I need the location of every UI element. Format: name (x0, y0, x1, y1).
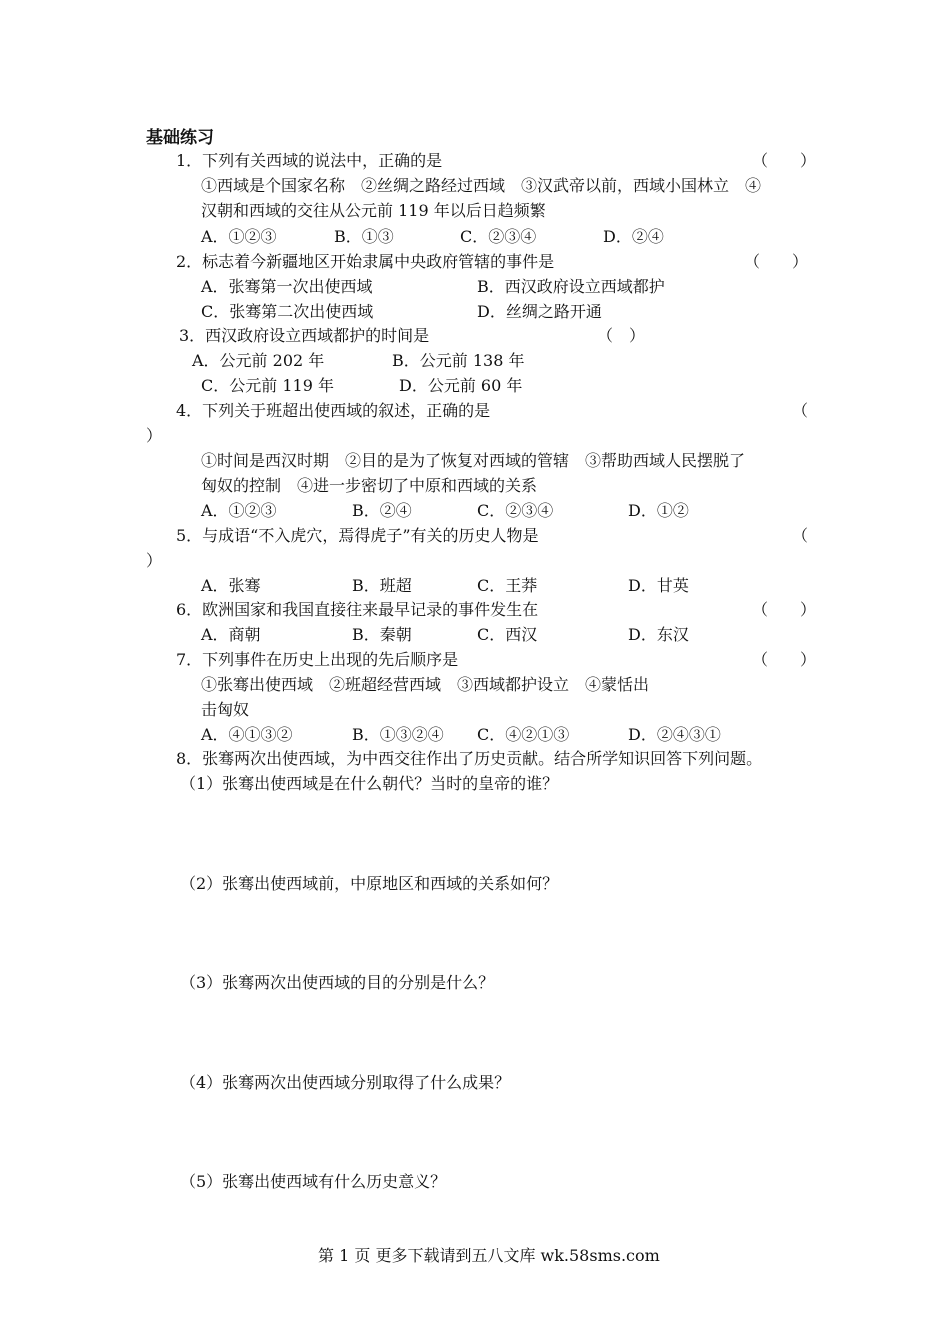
q6-option-b: B．秦朝 (352, 625, 412, 644)
q5-stem: 5．与成语“不入虎穴，焉得虎子”有关的历史人物是 (176, 526, 539, 545)
q2-option-b: B．西汉政府设立西域都护 (477, 277, 665, 296)
q6-stem: 6．欧洲国家和我国直接往来最早记录的事件发生在 (176, 600, 539, 619)
q2-option-d: D．丝绸之路开通 (477, 302, 602, 321)
q5-option-d: D．甘英 (628, 576, 689, 595)
q1-statements-line1: ①西域是个国家名称 ②丝绸之路经过西域 ③汉武帝以前，西域小国林立 ④ (201, 176, 762, 195)
q4-option-b: B．②④ (352, 501, 412, 520)
q4-option-a: A．①②③ (201, 501, 277, 520)
q1-statements-line2: 汉朝和西域的交往从公元前 119 年以后日趋频繁 (201, 201, 546, 220)
q5-bracket-open: （ (792, 526, 809, 545)
q4-statements-line1: ①时间是西汉时期 ②目的是为了恢复对西域的管辖 ③帮助西域人民摆脱了 (201, 451, 746, 470)
q6-answer-bracket: （ ） (752, 600, 817, 619)
q6-option-a: A．商朝 (201, 625, 261, 644)
q7-option-a: A．④①③② (201, 725, 293, 744)
q3-stem: 3．西汉政府设立西域都护的时间是 (179, 326, 430, 345)
q1-option-d: D．②④ (603, 227, 664, 246)
q1-answer-bracket: （ ） (752, 151, 817, 170)
section-title: 基础练习 (146, 128, 214, 148)
q1-option-a: A．①②③ (201, 227, 277, 246)
q7-stem: 7．下列事件在历史上出现的先后顺序是 (176, 650, 459, 669)
q4-bracket-close: ） (146, 426, 163, 445)
q1-stem: 1．下列有关西域的说法中，正确的是 (176, 151, 443, 170)
q4-bracket-open: （ (792, 401, 809, 420)
q3-option-d: D．公元前 60 年 (399, 376, 523, 395)
q8-subquestion-1: （1）张骞出使西域是在什么朝代？当时的皇帝的谁？ (180, 774, 559, 793)
q7-option-b: B．①③②④ (352, 725, 444, 744)
q5-bracket-close: ） (146, 551, 163, 570)
q5-option-a: A．张骞 (201, 576, 261, 595)
page-footer: 第 1 页 更多下载请到五八文库 wk.58sms.com (318, 1246, 660, 1265)
q4-stem: 4．下列关于班超出使西域的叙述，正确的是 (176, 401, 491, 420)
q4-option-c: C．②③④ (477, 501, 554, 520)
q7-events-line1: ①张骞出使西域 ②班超经营西域 ③西域都护设立 ④蒙恬出 (201, 675, 650, 694)
q4-option-d: D．①② (628, 501, 689, 520)
q2-stem: 2．标志着今新疆地区开始隶属中央政府管辖的事件是 (176, 252, 555, 271)
q4-statements-line2: 匈奴的控制 ④进一步密切了中原和西域的关系 (201, 476, 538, 495)
q7-option-d: D．②④③① (628, 725, 721, 744)
q7-option-c: C．④②①③ (477, 725, 570, 744)
q7-events-line2: 击匈奴 (201, 700, 250, 719)
q3-answer-bracket: （ ） (597, 326, 646, 345)
q7-answer-bracket: （ ） (752, 650, 817, 669)
q8-subquestion-3: （3）张骞两次出使西域的目的分别是什么？ (180, 973, 495, 992)
q8-subquestion-5: （5）张骞出使西域有什么历史意义？ (180, 1172, 447, 1191)
q8-subquestion-2: （2）张骞出使西域前，中原地区和西域的关系如何？ (180, 874, 559, 893)
q6-option-c: C．西汉 (477, 625, 538, 644)
q2-answer-bracket: （ ） (744, 252, 809, 271)
q2-option-a: A．张骞第一次出使西域 (201, 277, 373, 296)
q3-option-a: A．公元前 202 年 (192, 351, 325, 370)
q8-stem: 8．张骞两次出使西域，为中西交往作出了历史贡献。结合所学知识回答下列问题。 (176, 749, 763, 768)
q3-option-b: B．公元前 138 年 (392, 351, 525, 370)
q8-subquestion-4: （4）张骞两次出使西域分别取得了什么成果？ (180, 1073, 511, 1092)
q1-option-c: C．②③④ (460, 227, 537, 246)
q1-option-b: B．①③ (334, 227, 394, 246)
q3-option-c: C．公元前 119 年 (201, 376, 334, 395)
q2-option-c: C．张骞第二次出使西域 (201, 302, 374, 321)
q6-option-d: D．东汉 (628, 625, 689, 644)
q5-option-b: B．班超 (352, 576, 412, 595)
q5-option-c: C．王莽 (477, 576, 538, 595)
